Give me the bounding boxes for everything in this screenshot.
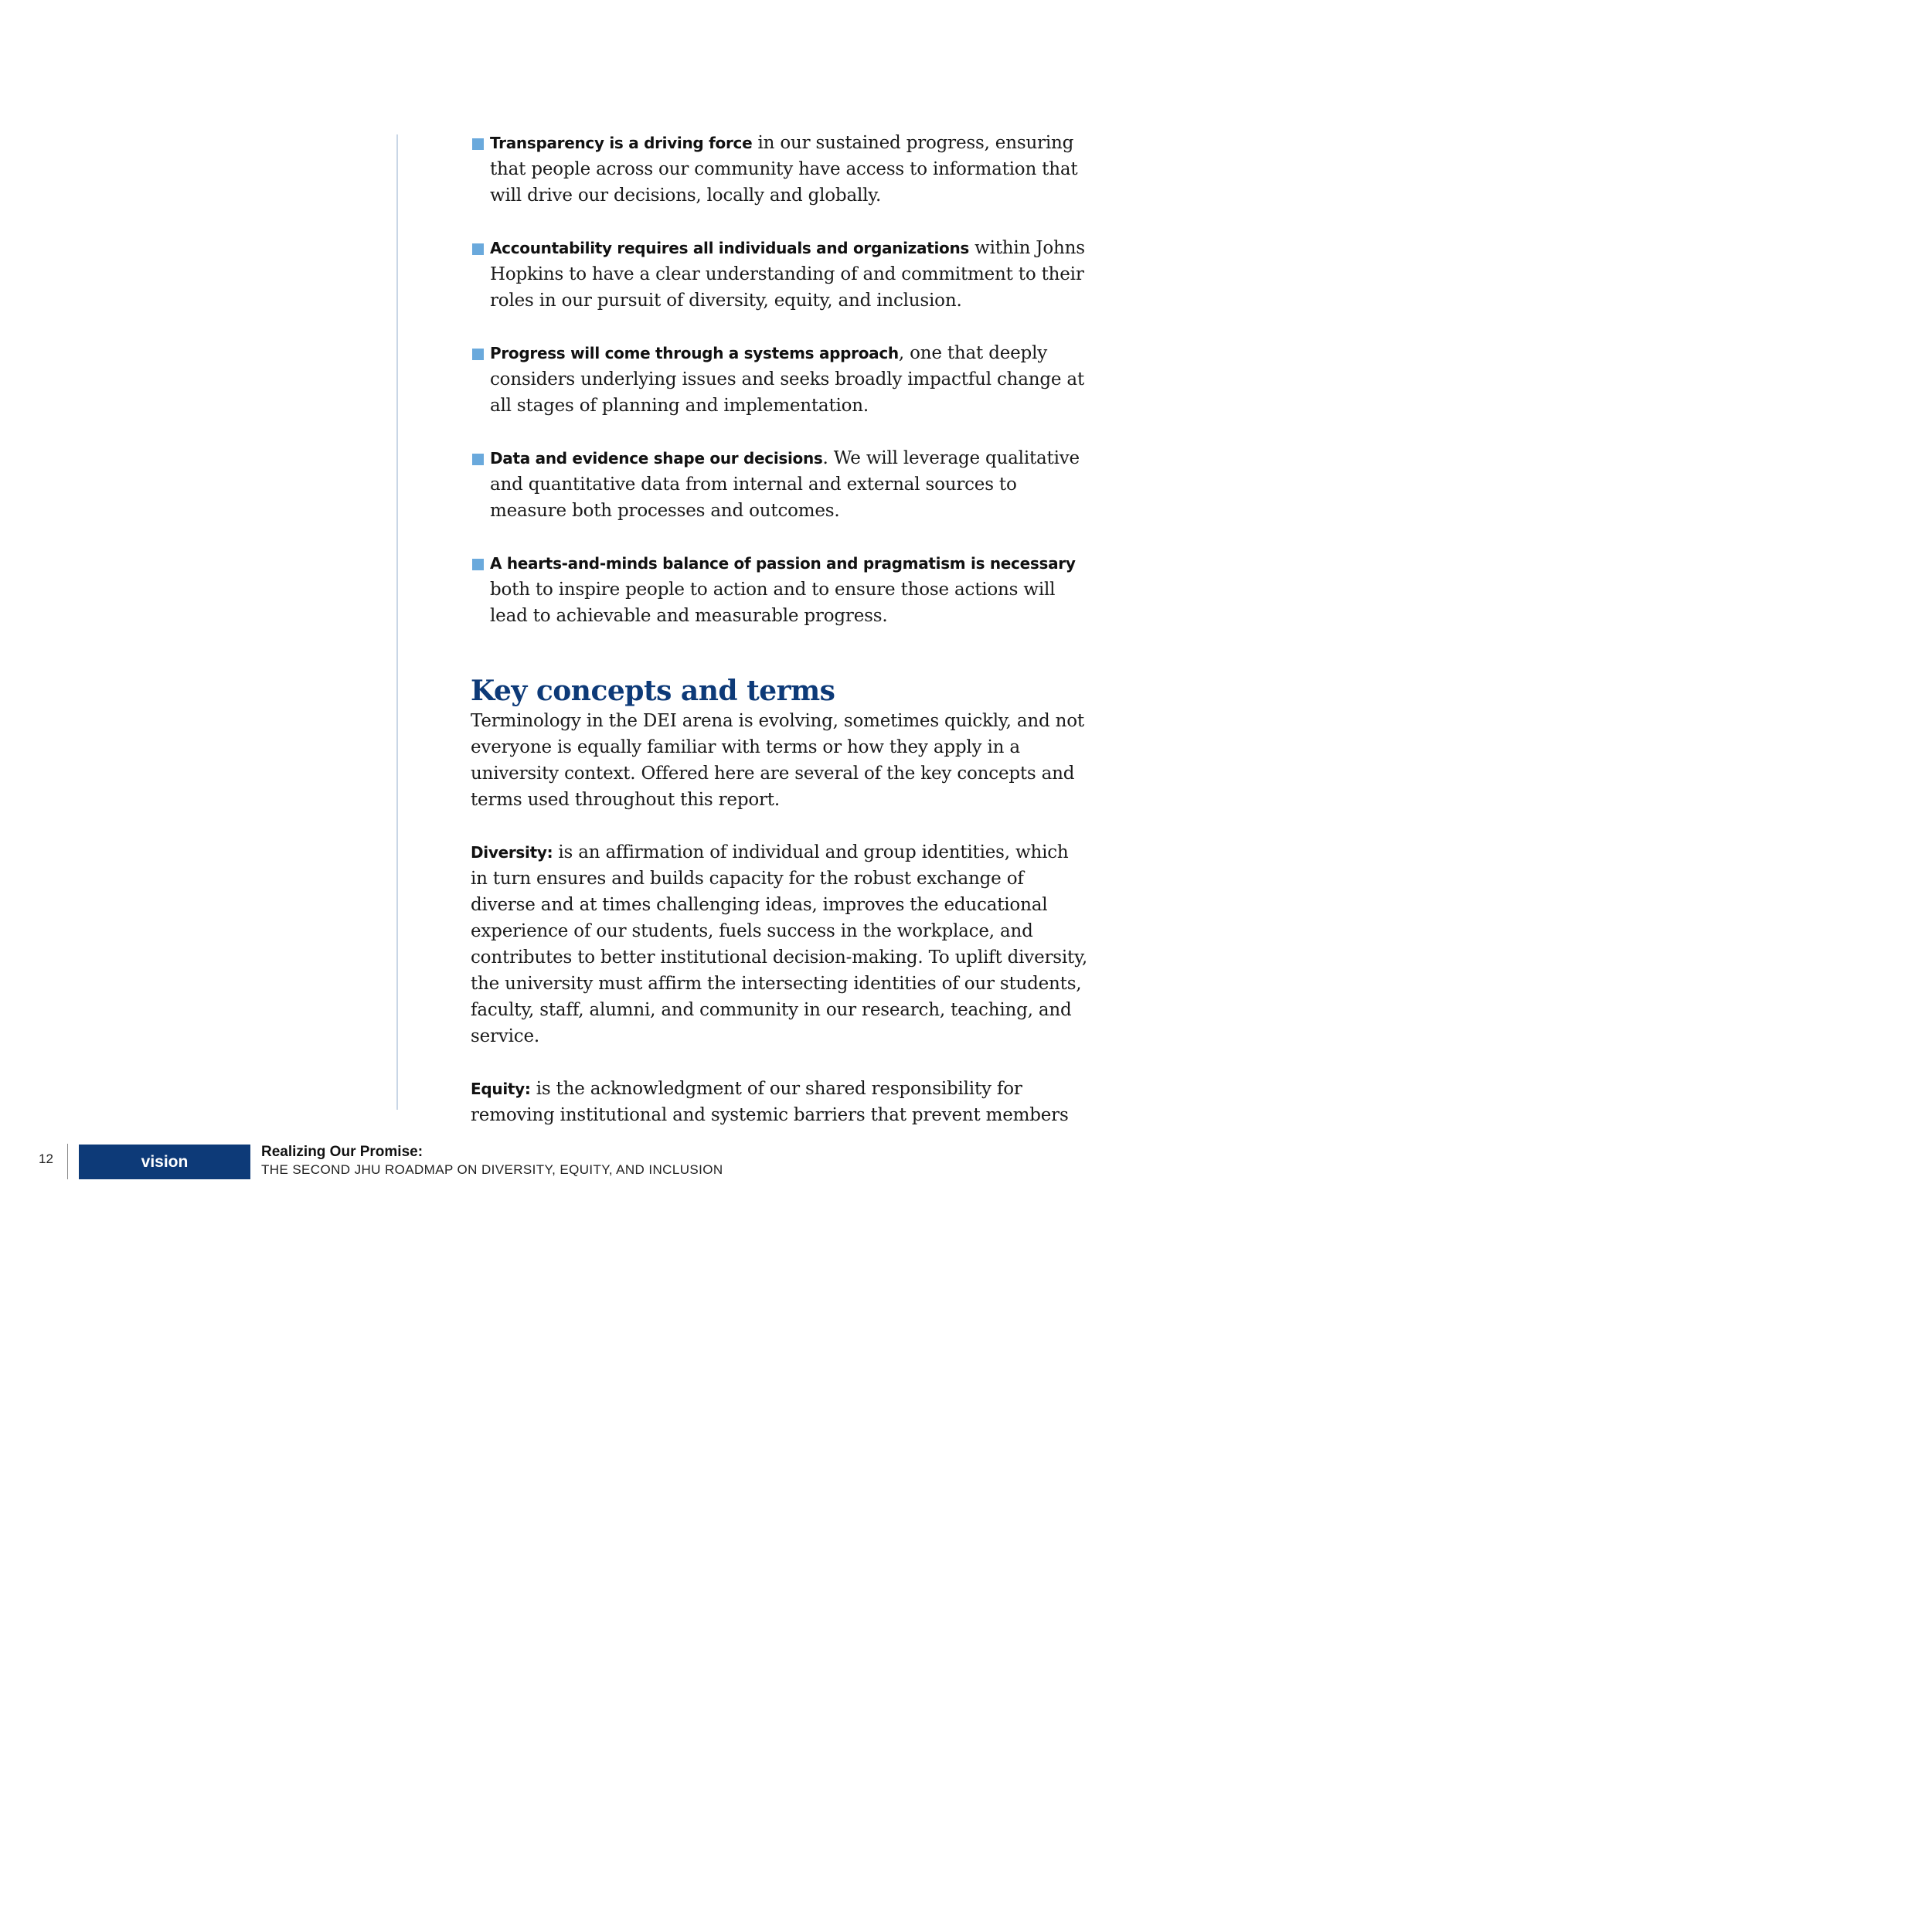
principles-list — [471, 130, 1089, 629]
principle-item — [471, 550, 1089, 629]
principle-text: both to inspire people to action and to ensure those actions will lead to achievable and measurable progress. — [490, 580, 1056, 626]
page-number: 12 — [39, 1151, 53, 1166]
column-divider — [396, 134, 398, 1110]
footer-separator — [67, 1144, 68, 1179]
principle-lead: A hearts-and-minds balance of passion and pragmatism is necessary — [490, 554, 1076, 573]
principle-text: , one that deeply considers underlying issues and seeks broadly impactful change at all stages of planning and implementation. — [490, 343, 1084, 416]
principle-lead: Accountability requires all individuals and organizations — [490, 239, 970, 257]
principle-text: . We will leverage qualitative and quantitative data from internal and external sources to measure both processes and outcomes. — [490, 448, 1080, 521]
principle-lead: Progress will come through a systems approach — [490, 344, 899, 362]
report-title: Realizing Our Promise: — [261, 1144, 423, 1160]
principle-text: within Johns Hopkins to have a clear understanding of and commitment to their roles in our pursuit of diversity, equity, and inclusion. — [490, 238, 1085, 311]
square-bullet-icon — [472, 454, 484, 465]
section-heading: Key concepts and terms — [471, 675, 835, 707]
square-bullet-icon — [472, 559, 484, 570]
content-column — [471, 130, 1089, 1155]
section-tab-vision: vision — [79, 1145, 250, 1179]
principle-item — [471, 130, 1089, 209]
term-label: Diversity: — [471, 843, 553, 862]
square-bullet-icon — [472, 243, 484, 255]
term-definition: is an affirmation of individual and group identities, which in turn ensures and builds capacity for the robust exchange of diverse and at times challenging ideas, improves the educational experience of our students, fuels success in the workplace, and contributes to better institutional decision-making. To uplift diversity, the university must affirm the intersecting identities of our students, faculty, staff, alumni, and community in our research, teaching, and service. — [471, 842, 1087, 1046]
principle-lead: Data and evidence shape our decisions — [490, 449, 823, 468]
square-bullet-icon — [472, 138, 484, 150]
definition-diversity — [471, 839, 1089, 1049]
principle-item — [471, 235, 1089, 314]
report-subtitle: THE SECOND JHU ROADMAP ON DIVERSITY, EQUITY, AND INCLUSION — [261, 1162, 723, 1177]
definition-equity — [471, 1076, 1089, 1128]
term-definition: is the acknowledgment of our shared responsibility for removing institutional and systemic barriers that prevent members — [471, 1079, 1069, 1125]
principle-item — [471, 445, 1089, 524]
principle-lead: Transparency is a driving force — [490, 134, 753, 152]
principle-item — [471, 340, 1089, 419]
intro-paragraph: Terminology in the DEI arena is evolving, sometimes quickly, and not everyone is equally familiar with terms or how they apply in a university context. Offered here are several of the key concepts and terms used throughout this report. — [471, 711, 1084, 810]
principle-text: in our sustained progress, ensuring that people across our community have access to information that will drive our decisions, locally and globally. — [490, 133, 1078, 206]
square-bullet-icon — [472, 349, 484, 360]
term-label: Equity: — [471, 1080, 531, 1098]
